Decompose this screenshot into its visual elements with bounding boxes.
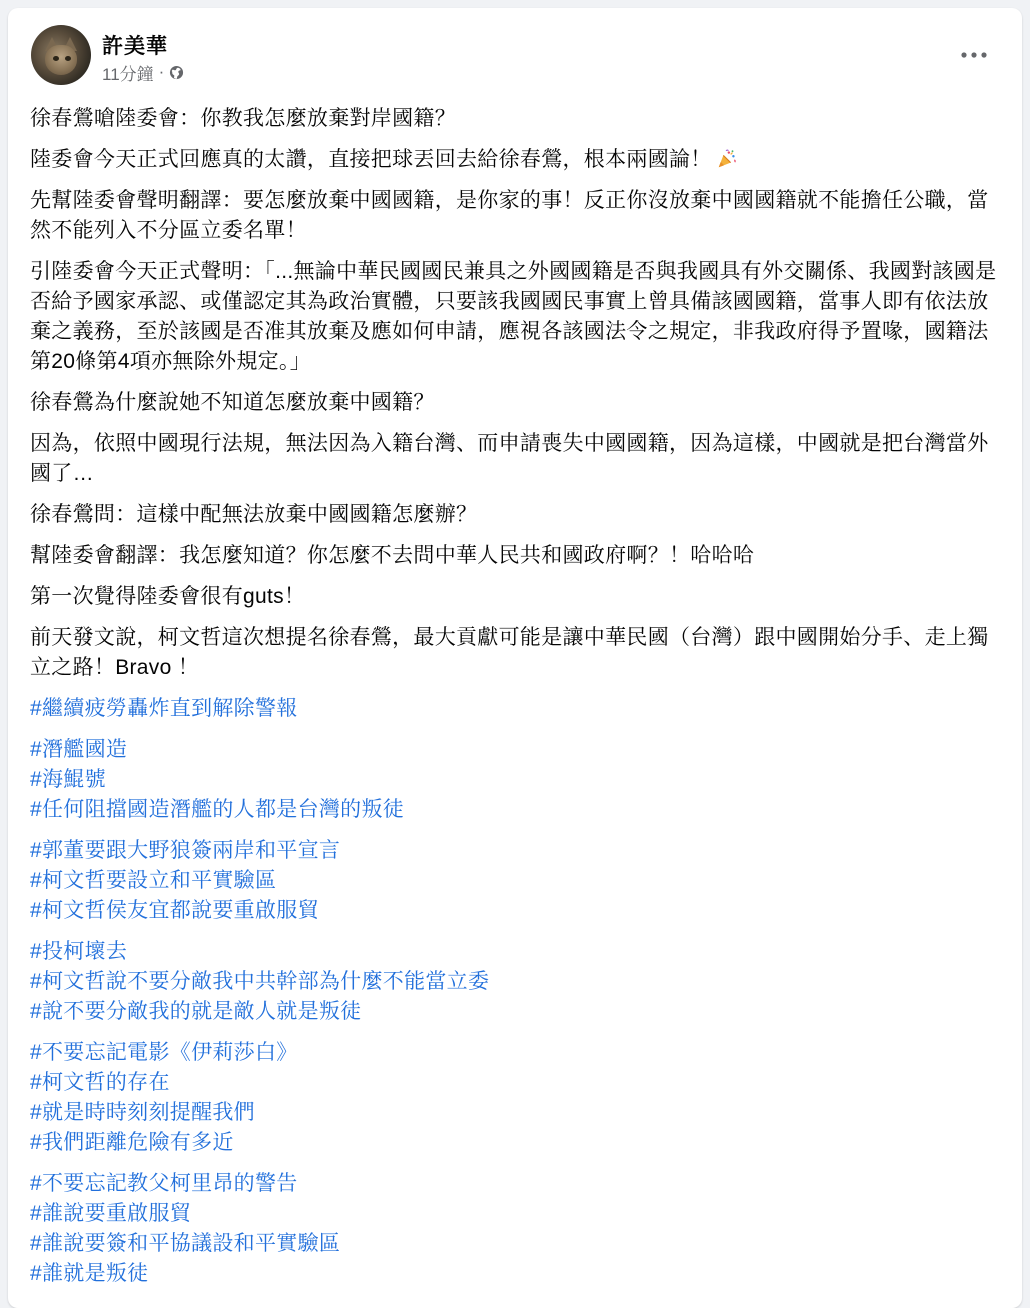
post-paragraph: 第一次覺得陸委會很有guts！: [30, 585, 306, 608]
hashtag-group: [30, 735, 1005, 825]
hashtag-link[interactable]: #柯文哲要設立和平實驗區: [30, 869, 277, 892]
hashtag-link[interactable]: #柯文哲說不要分敵我中共幹部為什麼不能當立委: [30, 970, 490, 993]
meta-separator: ·: [158, 62, 165, 81]
hashtag-link[interactable]: #誰就是叛徒: [30, 1262, 149, 1285]
post-paragraph: 引陸委會今天正式聲明：「...無論中華民國國民兼具之外國國籍是否與我國具有外交關係、我國對該國是否給予國家承認、或僅認定其為政治實體，只要該我國國民事實上曾具備該國國籍，當事人即有依法放棄之義務，至於該國是否准其放棄及應如何申請，應視各該國法令之規定，非我政府得予置喙，國籍法第20條第4項亦無除外規定。」: [30, 260, 997, 373]
hashtag-group: [30, 836, 1005, 926]
party-popper-icon: [716, 148, 738, 170]
author-name[interactable]: 許美華: [102, 35, 168, 58]
more-options-button[interactable]: [954, 40, 994, 70]
globe-icon[interactable]: [169, 65, 184, 80]
post-paragraph: 徐春鶯嗆陸委會：你教我怎麼放棄對岸國籍？: [30, 107, 456, 130]
post-paragraph: 幫陸委會翻譯：我怎麼知道？你怎麼不去問中華人民共和國政府啊？！哈哈哈: [30, 544, 755, 567]
hashtag-link[interactable]: #誰說要重啟服貿: [30, 1202, 192, 1225]
post-paragraph: 因為，依照中國現行法規，無法因為入籍台灣、而申請喪失中國國籍，因為這樣，中國就是把台灣當外國了…: [30, 432, 989, 485]
hashtag-link[interactable]: #潛艦國造: [30, 738, 128, 761]
avatar-face: [45, 45, 77, 75]
hashtag-group: [30, 937, 1005, 1027]
hashtag-link[interactable]: #不要忘記電影《伊莉莎白》: [30, 1041, 298, 1064]
post-paragraph: 前天發文說，柯文哲這次想提名徐春鶯，最大貢獻可能是讓中華民國（台灣）跟中國開始分手、走上獨立之路！Bravo ！: [30, 626, 989, 679]
hashtag-link[interactable]: #我們距離危險有多近: [30, 1131, 234, 1154]
avatar[interactable]: [31, 25, 91, 85]
avatar-eye: [53, 56, 59, 61]
hashtag-group: [30, 694, 1005, 724]
hashtag-link[interactable]: #就是時時刻刻提醒我們: [30, 1101, 255, 1124]
hashtag-link[interactable]: #海鯤號: [30, 768, 106, 791]
hashtag-link[interactable]: #投柯壞去: [30, 940, 128, 963]
hashtag-link[interactable]: #郭董要跟大野狼簽兩岸和平宣言: [30, 839, 341, 862]
hashtag-link[interactable]: #說不要分敵我的就是敵人就是叛徒: [30, 1000, 362, 1023]
hashtag-link[interactable]: #任何阻擋國造潛艦的人都是台灣的叛徒: [30, 798, 405, 821]
hashtag-link[interactable]: #繼續疲勞轟炸直到解除警報: [30, 697, 298, 720]
post-paragraph: 徐春鶯問：這樣中配無法放棄中國國籍怎麼辦？: [30, 503, 478, 526]
post-meta: [102, 60, 184, 84]
post-paragraph: 徐春鶯為什麼說她不知道怎麼放棄中國籍？: [30, 391, 435, 414]
hashtag-link[interactable]: #柯文哲的存在: [30, 1071, 170, 1094]
post-paragraph-text: 陸委會今天正式回應真的太讚，直接把球丟回去給徐春鶯，根本兩國論！: [30, 148, 712, 171]
hashtag-group: [30, 1038, 1005, 1158]
post-body: [30, 104, 1005, 1300]
avatar-eye: [65, 56, 71, 61]
hashtag-group: [30, 1169, 1005, 1289]
more-horizontal-icon: [961, 52, 987, 58]
hashtag-link[interactable]: #柯文哲侯友宜都說要重啟服貿: [30, 899, 319, 922]
hashtag-link[interactable]: #誰說要簽和平協議設和平實驗區: [30, 1232, 341, 1255]
post-timestamp[interactable]: 11分鐘: [102, 64, 154, 84]
post-paragraph: [30, 145, 1005, 175]
post-paragraph: 先幫陸委會聲明翻譯：要怎麼放棄中國國籍，是你家的事！反正你沒放棄中國國籍就不能擔任公職，當然不能列入不分區立委名單！: [30, 189, 989, 242]
post-card: [8, 8, 1022, 1308]
hashtag-link[interactable]: #不要忘記教父柯里昂的警告: [30, 1172, 298, 1195]
post-header: [8, 8, 1022, 98]
